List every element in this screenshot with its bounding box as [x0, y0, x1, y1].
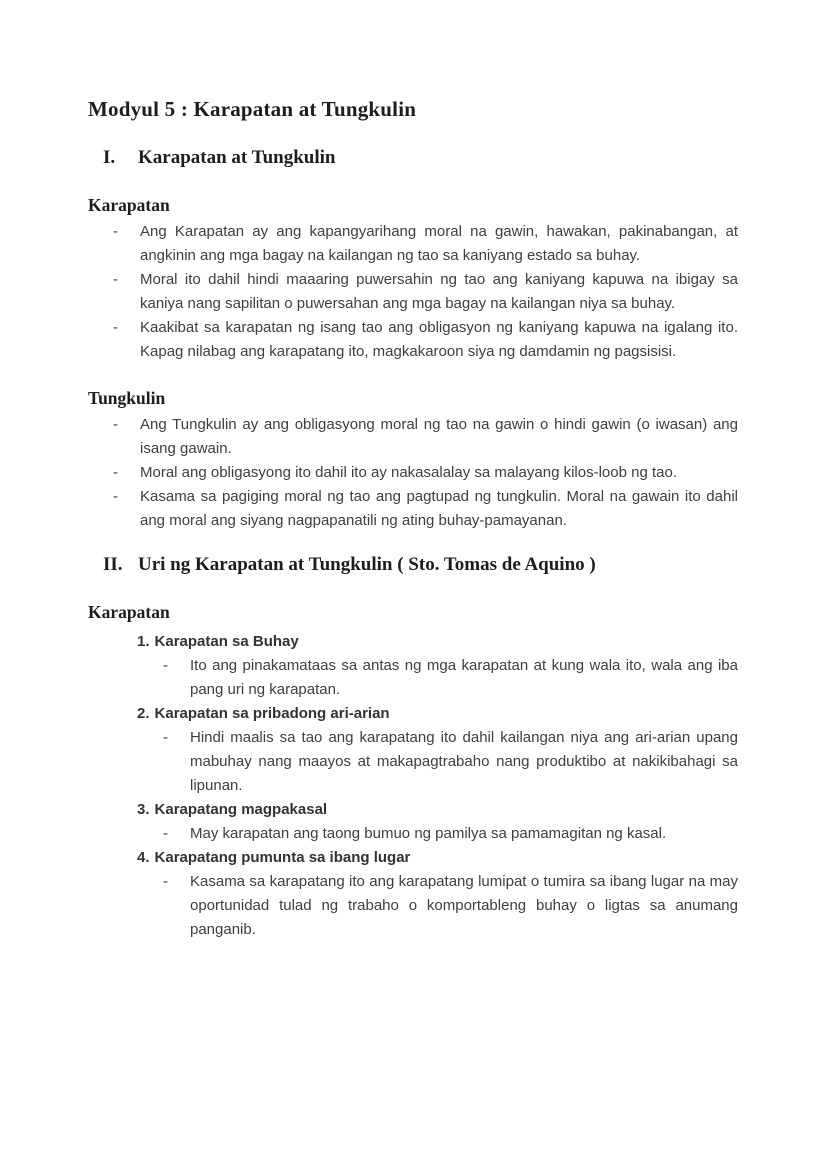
bullet-marker: -	[163, 729, 168, 746]
list-item	[88, 654, 738, 702]
list-item	[88, 220, 738, 268]
list-item	[88, 870, 738, 942]
numbered-item-title	[88, 846, 738, 870]
bullet-marker: -	[113, 223, 118, 240]
bullet-text: Ito ang pinakamataas sa antas ng mga karapatan at kung wala ito, wala ang iba pang uri ng karapatan.	[190, 657, 738, 698]
item-title: Karapatan sa Buhay	[154, 633, 299, 650]
bullet-text: Kaakibat sa karapatan ng isang tao ang obligasyon ng kaniyang kapuwa na igalang ito. Kapag nilabag ang karapatang ito, magkakaroon siya ng damdamin ng pagsisisi.	[140, 319, 738, 360]
subsection-heading-tungkulin: Tungkulin	[88, 388, 166, 408]
numbered-item-title	[88, 630, 738, 654]
bullet-text: May karapatan ang taong bumuo ng pamilya sa pamamagitan ng kasal.	[190, 825, 667, 842]
numbered-item-title	[88, 798, 738, 822]
bullet-marker: -	[113, 271, 118, 288]
item-number: 1.	[137, 633, 150, 650]
bullet-text: Moral ang obligasyong ito dahil ito ay nakasalalay sa malayang kilos-loob ng tao.	[140, 464, 677, 481]
numbered-item-title	[88, 702, 738, 726]
list-item	[88, 268, 738, 316]
subsection-heading-karapatan: Karapatan	[88, 195, 170, 215]
bullet-marker: -	[113, 319, 118, 336]
section-heading-2	[88, 551, 738, 578]
section-heading-1	[88, 144, 738, 171]
item-title: Karapatang pumunta sa ibang lugar	[154, 849, 411, 866]
list-item	[88, 726, 738, 798]
document-content	[88, 96, 738, 942]
bullet-text: Hindi maalis sa tao ang karapatang ito dahil kailangan niya ang ari-arian upang mabuhay nang maayos at makapagtrabaho nang produktibo at nakikibahagi sa lipunan.	[190, 729, 738, 794]
bullet-marker: -	[113, 464, 118, 481]
bullet-marker: -	[163, 873, 168, 890]
bullet-marker: -	[113, 488, 118, 505]
bullet-text: Moral ito dahil hindi maaaring puwersahin ng tao ang kaniyang kapuwa na ibigay sa kaniya nang sapilitan o puwersahan ang mga bagay na kailangan niya sa buhay.	[140, 271, 738, 312]
bullet-text: Ang Tungkulin ay ang obligasyong moral ng tao na gawin o hindi gawin (o iwasan) ang isang gawain.	[140, 416, 738, 457]
section-numeral: I.	[103, 147, 116, 168]
document-title: Modyul 5 : Karapatan at Tungkulin	[88, 97, 417, 121]
item-number: 4.	[137, 849, 150, 866]
list-item	[88, 485, 738, 533]
section-heading-label: Uri ng Karapatan at Tungkulin ( Sto. Tomas de Aquino )	[138, 554, 596, 575]
list-item	[88, 461, 738, 485]
item-title: Karapatan sa pribadong ari-arian	[154, 705, 390, 722]
numbered-list	[88, 630, 738, 942]
bullet-marker: -	[113, 416, 118, 433]
item-number: 2.	[137, 705, 150, 722]
bullet-list	[88, 220, 738, 364]
bullet-marker: -	[163, 825, 168, 842]
section-heading-label: Karapatan at Tungkulin	[138, 147, 336, 168]
list-item	[88, 413, 738, 461]
bullet-marker: -	[163, 657, 168, 674]
bullet-text: Kasama sa pagiging moral ng tao ang pagtupad ng tungkulin. Moral na gawain ito dahil ang moral ang siyang nagpapanatili ng ating buhay-pamayanan.	[140, 488, 738, 529]
section-numeral: II.	[103, 554, 123, 575]
item-number: 3.	[137, 801, 150, 818]
subsection-heading-karapatan-2: Karapatan	[88, 602, 170, 622]
list-item	[88, 822, 738, 846]
bullet-text: Kasama sa karapatang ito ang karapatang lumipat o tumira sa ibang lugar na may oportunidad tulad ng trabaho o komportableng buhay o ligtas sa anumang panganib.	[190, 873, 738, 938]
item-title: Karapatang magpakasal	[154, 801, 328, 818]
bullet-text: Ang Karapatan ay ang kapangyarihang moral na gawin, hawakan, pakinabangan, at angkinin ang mga bagay na kailangan ng tao sa kaniyang estado sa buhay.	[140, 223, 738, 264]
bullet-list	[88, 413, 738, 533]
list-item	[88, 316, 738, 364]
